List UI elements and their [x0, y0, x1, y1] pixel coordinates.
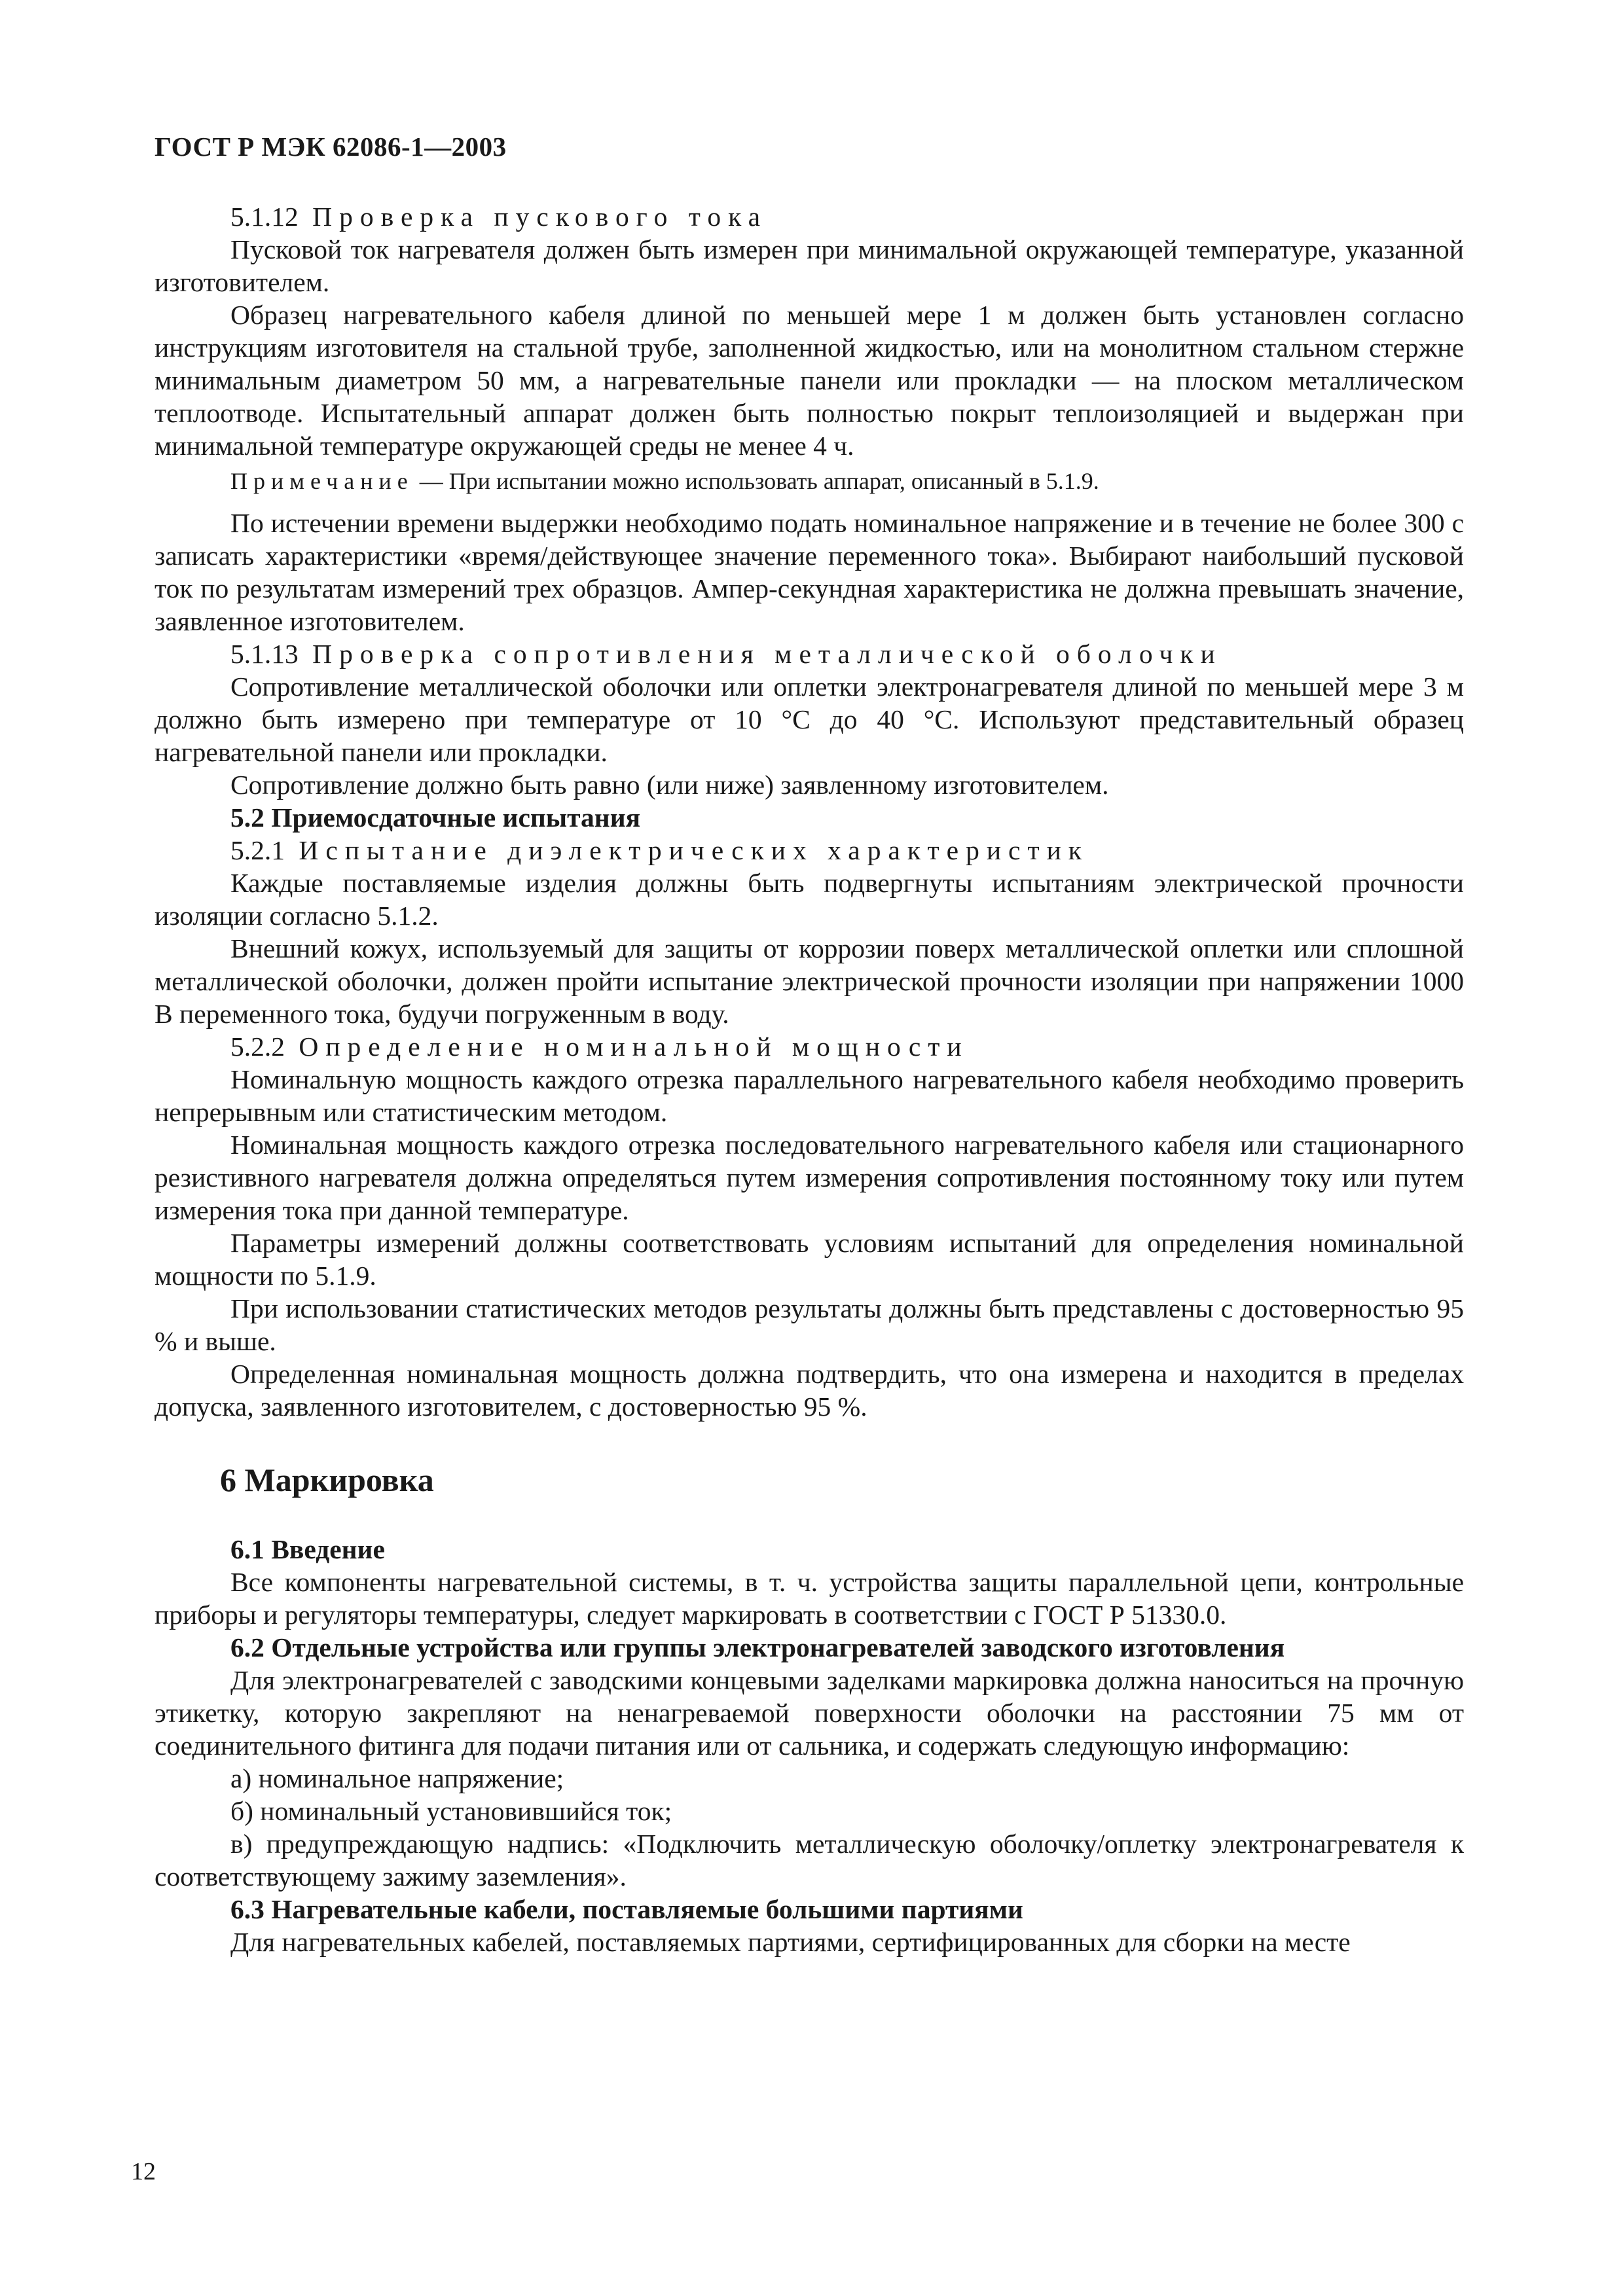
- note-text: — При испытании можно использовать аппарат, описанный в 5.1.9.: [413, 468, 1099, 494]
- paragraph: Номинальная мощность каждого отрезка последовательного нагревательного кабеля или стационарного резистивного нагревателя должна определяться путем измерения сопротивления постоянному току или путем измерения тока при данной температуре.: [155, 1130, 1464, 1225]
- section-6-3-heading: 6.3 Нагревательные кабели, поставляемые большими партиями: [230, 1894, 1023, 1924]
- subsection-title-text: Определение номинальной мощности: [299, 1031, 969, 1062]
- note-label: Примечание: [230, 468, 414, 494]
- paragraph: Для нагревательных кабелей, поставляемых партиями, сертифицированных для сборки на месте: [230, 1927, 1351, 1957]
- paragraph: Образец нагревательного кабеля длиной по меньшей мере 1 м должен быть установлен согласно инструкциям изготовителя на стальной трубе, заполненной жидкостью, или на монолитном стальном стержне минимальным диаметром 50 мм, а нагревательные панели или прокладки — на плоском металлическом теплоотводе. Испытательный аппарат должен быть полностью покрыт теплоизоляцией и выдержан при минимальной температуре окружающей среды не менее 4 ч.: [155, 300, 1464, 461]
- paragraph: Каждые поставляемые изделия должны быть подвергнуты испытаниям электрической прочности изоляции согласно 5.1.2.: [155, 868, 1464, 931]
- paragraph: Все компоненты нагревательной системы, в т. ч. устройства защиты параллельной цепи, контрольные приборы и регуляторы температуры, следует маркировать в соответствии с ГОСТ Р 51330.0.: [155, 1567, 1464, 1630]
- subsection-number: 5.2.2: [230, 1031, 285, 1062]
- list-item: в) предупреждающую надпись: «Подключить металлическую оболочку/оплетку электронагревателя к соответствующему зажиму заземления».: [155, 1829, 1464, 1892]
- subsection-title-text: Испытание диэлектрических характеристик: [299, 835, 1089, 865]
- subsection-number: 5.1.13: [230, 639, 299, 669]
- subsection-number: 5.1.12: [230, 202, 299, 232]
- subsection-5-1-13-title: [155, 637, 1464, 670]
- document-header: ГОСТ Р МЭК 62086-1—2003: [155, 132, 507, 162]
- paragraph: При использовании статистических методов результаты должны быть представлены с достоверностью 95 % и выше.: [155, 1293, 1464, 1356]
- paragraph: По истечении времени выдержки необходимо подать номинальное напряжение и в течение не более 300 с записать характеристики «время/действующее значение переменного тока». Выбирают наибольший пусковой ток по результатам измерений трех образцов. Ампер-секундная характеристика не должна превышать значение, заявленное изготовителем.: [155, 508, 1464, 636]
- subsection-5-1-12-title: [155, 200, 1464, 233]
- section-6-1-heading: 6.1 Введение: [230, 1534, 385, 1564]
- subsection-title-text: Проверка пускового тока: [312, 202, 768, 232]
- section-6-2-heading: 6.2 Отдельные устройства или группы электронагревателей заводского изготовления: [230, 1632, 1285, 1662]
- paragraph: Для электронагревателей с заводскими концевыми заделками маркировка должна наноситься на прочную этикетку, которую закрепляют на ненагреваемой поверхности оболочки на расстоянии 75 мм от соединительного фитинга для подачи питания или от сальника, и содержать следующую информацию:: [155, 1665, 1464, 1761]
- list-item: а) номинальное напряжение;: [230, 1763, 564, 1793]
- paragraph: Внешний кожух, используемый для защиты от коррозии поверх металлической оплетки или сплошной металлической оболочки, должен пройти испытание электрической прочности изоляции при напряжении 1000 В переменного тока, будучи погруженным в воду.: [155, 933, 1464, 1029]
- subsection-5-2-2-title: [155, 1030, 1464, 1063]
- subsection-number: 5.2.1: [230, 835, 285, 865]
- paragraph: Параметры измерений должны соответствовать условиям испытаний для определения номинальной мощности по 5.1.9.: [155, 1228, 1464, 1291]
- subsection-5-2-1-title: [155, 834, 1464, 867]
- note: [155, 465, 1464, 497]
- page-number: 12: [131, 2158, 156, 2185]
- paragraph: Сопротивление должно быть равно (или ниже) заявленному изготовителем.: [230, 770, 1109, 800]
- paragraph: Пусковой ток нагревателя должен быть измерен при минимальной окружающей температуре, указанной изготовителем.: [155, 234, 1464, 297]
- paragraph: Сопротивление металлической оболочки или оплетки электронагревателя длиной по меньшей мере 3 м должно быть измерено при температуре от 10 °С до 40 °С. Используют представительный образец нагревательной панели или прокладки.: [155, 672, 1464, 767]
- section-6-heading: 6 Маркировка: [220, 1462, 434, 1498]
- section-5-2-heading: 5.2 Приемосдаточные испытания: [230, 802, 641, 833]
- list-item: б) номинальный установившийся ток;: [230, 1796, 672, 1826]
- document-page: [155, 131, 1464, 1958]
- paragraph: Определенная номинальная мощность должна подтвердить, что она измерена и находится в пределах допуска, заявленного изготовителем, с достоверностью 95 %.: [155, 1359, 1464, 1422]
- paragraph: Номинальную мощность каждого отрезка параллельного нагревательного кабеля необходимо проверить непрерывным или статистическим методом.: [155, 1064, 1464, 1127]
- subsection-title-text: Проверка сопротивления металлической оболочки: [312, 639, 1222, 669]
